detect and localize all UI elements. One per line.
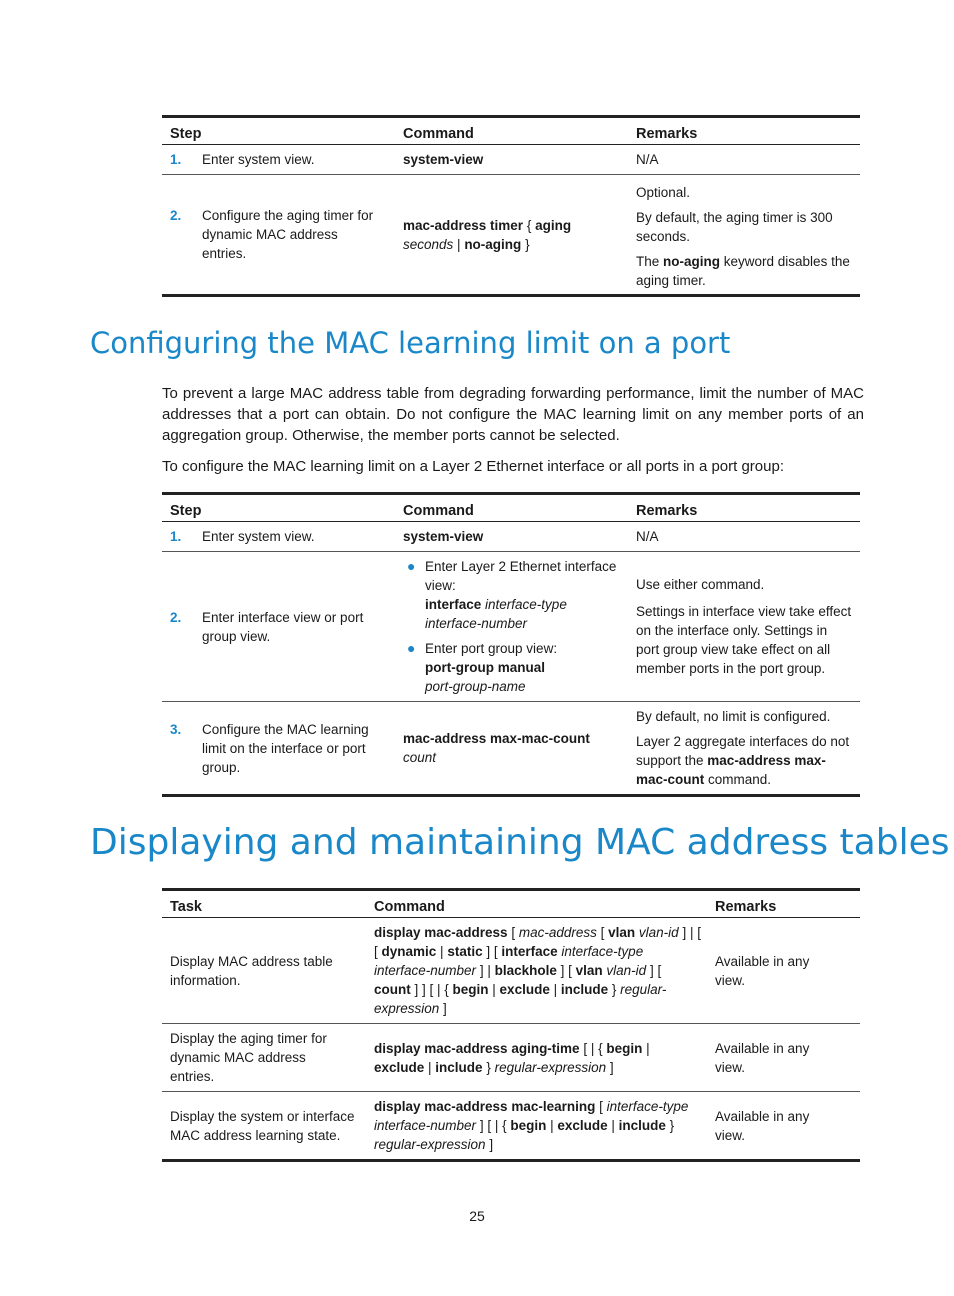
table-row	[162, 1024, 860, 1092]
step-number: 1.	[170, 529, 182, 544]
step-text: Enter system view.	[202, 152, 315, 167]
remarks-text: Available in any view.	[707, 918, 860, 1024]
display-commands-table	[162, 888, 860, 1162]
step-number: 1.	[170, 152, 182, 167]
paragraph: To configure the MAC learning limit on a Layer 2 Ethernet interface or all ports in a port group:	[162, 458, 784, 475]
remarks-text: Available in any view.	[707, 1024, 860, 1092]
task-text: Display MAC address table information.	[162, 918, 366, 1024]
table-row	[162, 702, 860, 796]
task-text: Display the system or interface MAC address learning state.	[162, 1092, 366, 1161]
command-text: mac-address timer { aging seconds | no-aging }	[395, 175, 628, 296]
header-remarks: Remarks	[628, 494, 860, 522]
section-heading: Displaying and maintaining MAC address tables	[90, 822, 950, 863]
table-row	[162, 1092, 860, 1161]
command-text: mac-address max-mac-count count	[395, 702, 628, 796]
mac-learning-limit-table	[162, 492, 860, 797]
table-row	[162, 522, 860, 552]
command-text	[395, 552, 628, 702]
header-remarks: Remarks	[707, 890, 860, 918]
command-text: display mac-address [ mac-address [ vlan vlan-id ] | [ [ dynamic | static ] [ interface interface-type interface-number ] | blackhole ] [ vlan vlan-id ] [ count ] ] [ | { begin | exclude | include } regular-expression ]	[366, 918, 707, 1024]
task-text: Display the aging timer for dynamic MAC address entries.	[162, 1024, 366, 1092]
command-text: display mac-address aging-time [ | { begin | exclude | include } regular-expression ]	[366, 1024, 707, 1092]
table-row	[162, 552, 860, 702]
command-text: display mac-address mac-learning [ interface-type interface-number ] [ | { begin | exclude | include } regular-expression ]	[366, 1092, 707, 1161]
step-number: 2.	[170, 208, 182, 223]
remarks-text: By default, no limit is configured. Layer 2 aggregate interfaces do not support the mac-address max-mac-count command.	[628, 702, 860, 796]
section-heading: Configuring the MAC learning limit on a port	[90, 326, 731, 360]
remarks-text: Use either command. Settings in interface view take effect on the interface only. Settings in port group view take effect on all member ports in the port group.	[628, 552, 860, 702]
header-remarks: Remarks	[628, 117, 860, 145]
header-step: Step	[162, 117, 395, 145]
header-command: Command	[395, 117, 628, 145]
list-item: ● Enter port group view: port-group manual port-group-name	[407, 640, 558, 694]
header-command: Command	[366, 890, 707, 918]
table-row	[162, 145, 860, 175]
remarks-text: N/A	[628, 145, 860, 175]
step-number: 2.	[170, 609, 182, 625]
header-command: Command	[395, 494, 628, 522]
page-number: 25	[469, 1208, 485, 1224]
bullet-icon: ●	[407, 558, 416, 574]
remarks-text: Optional. By default, the aging timer is 300 seconds. The no-aging keyword disables the aging timer.	[628, 175, 860, 296]
step-number: 3.	[170, 721, 182, 737]
table-row	[162, 918, 860, 1024]
header-step: Step	[162, 494, 395, 522]
command-text: system-view	[403, 152, 484, 167]
list-item: ● Enter Layer 2 Ethernet interface view: interface interface-type interface-number	[407, 558, 617, 631]
aging-timer-table	[162, 115, 860, 297]
bullet-icon: ●	[407, 640, 416, 656]
remarks-text: Available in any view.	[707, 1092, 860, 1161]
step-text: Configure the aging timer for dynamic MAC address entries.	[202, 208, 374, 261]
command-text: system-view	[403, 529, 484, 544]
table-row	[162, 175, 860, 296]
header-task: Task	[162, 890, 366, 918]
step-text: Configure the MAC learning limit on the interface or port group.	[202, 721, 369, 775]
step-text: Enter system view.	[202, 529, 315, 544]
paragraph: To prevent a large MAC address table from degrading forwarding performance, limit the number of MAC addresses that a port can obtain. Do not configure the MAC learning limit on any member ports of an aggregation group. Otherwise, the member ports cannot be selected.	[162, 385, 864, 444]
remarks-text: N/A	[628, 522, 860, 552]
step-text: Enter interface view or port group view.	[202, 609, 364, 644]
